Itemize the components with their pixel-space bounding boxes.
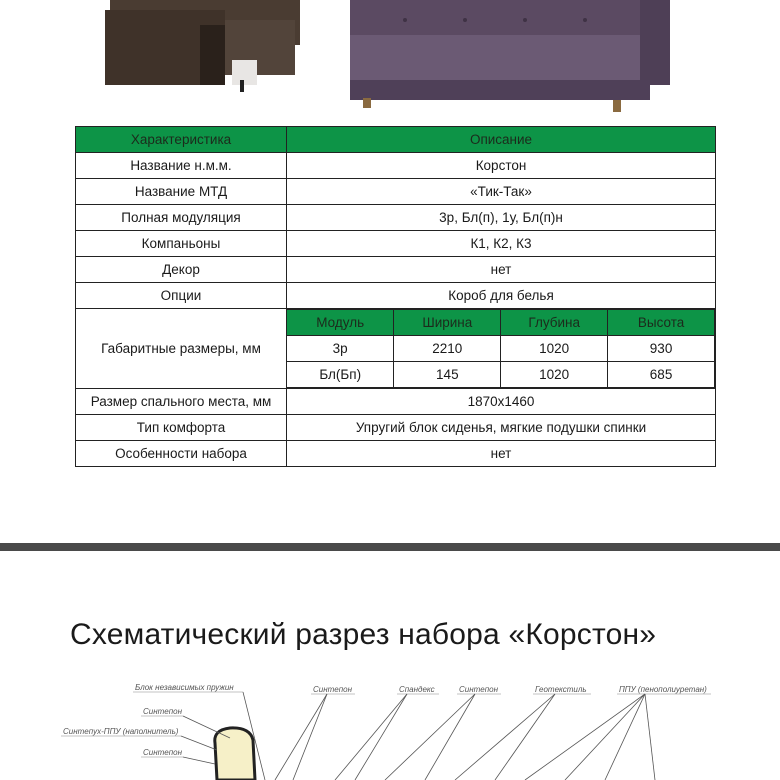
- pointer-line: [275, 694, 327, 780]
- pointer-line: [645, 694, 655, 780]
- sofa-photo-right: [345, 0, 675, 115]
- label-sintepon-left: Синтепон: [143, 748, 182, 757]
- dimensions-data-row: [287, 336, 715, 362]
- sofa-photo-left: [100, 0, 315, 100]
- section-title: Схематический разрез набора «Корстон»: [70, 618, 657, 651]
- dim-cell: 1020: [501, 362, 608, 388]
- pointer-line: [335, 694, 407, 780]
- pointer-line: [181, 736, 217, 750]
- cushion-shape: [215, 728, 255, 780]
- row-value: 1870х1460: [287, 389, 716, 415]
- header-characteristic: Характеристика: [76, 127, 287, 153]
- dim-col-module: Модуль: [287, 310, 394, 336]
- label-spandex: Спандекс: [399, 685, 435, 694]
- dim-col-depth: Глубина: [501, 310, 608, 336]
- table-row: [76, 205, 716, 231]
- label-ppu: ППУ (пенополиуретан): [619, 685, 707, 694]
- row-label: Название МТД: [76, 179, 287, 205]
- table-row: [76, 441, 716, 467]
- pointer-line: [565, 694, 645, 780]
- section-divider: [0, 543, 780, 551]
- label-sintepon-1: Синтепон: [313, 685, 352, 694]
- dim-cell: 930: [608, 336, 715, 362]
- row-value: Корстон: [287, 153, 716, 179]
- row-value: нет: [287, 441, 716, 467]
- cross-section-diagram: [55, 678, 735, 780]
- table-header-row: [76, 127, 716, 153]
- row-value: Короб для белья: [287, 283, 716, 309]
- label-sintepon-top: Синтепон: [143, 707, 182, 716]
- row-value: К1, К2, К3: [287, 231, 716, 257]
- row-label: Опции: [76, 283, 287, 309]
- pointer-line: [495, 694, 555, 780]
- header-description: Описание: [287, 127, 716, 153]
- label-springs: Блок независимых пружин: [135, 683, 234, 692]
- dimensions-header-row: [287, 310, 715, 336]
- dim-cell: 3р: [287, 336, 394, 362]
- row-label: Компаньоны: [76, 231, 287, 257]
- table-row: [76, 415, 716, 441]
- dim-cell: 145: [394, 362, 501, 388]
- dim-col-height: Высота: [608, 310, 715, 336]
- row-value: «Тик-Так»: [287, 179, 716, 205]
- row-value: Упругий блок сиденья, мягкие подушки спинки: [287, 415, 716, 441]
- dimensions-row: [76, 309, 716, 389]
- row-value: 3р, Бл(п), 1у, Бл(п)н: [287, 205, 716, 231]
- row-label: Размер спального места, мм: [76, 389, 287, 415]
- label-geotextile: Геотекстиль: [535, 685, 587, 694]
- table-row: [76, 153, 716, 179]
- dimensions-label: Габаритные размеры, мм: [76, 309, 287, 389]
- dim-col-width: Ширина: [394, 310, 501, 336]
- dimensions-data-row: [287, 362, 715, 388]
- specifications-table: [75, 126, 716, 467]
- pointer-line: [293, 694, 327, 780]
- row-label: Полная модуляция: [76, 205, 287, 231]
- pointer-line: [385, 694, 475, 780]
- row-label: Название н.м.м.: [76, 153, 287, 179]
- table-row: [76, 257, 716, 283]
- table-row: [76, 231, 716, 257]
- pointer-line: [605, 694, 645, 780]
- dim-cell: 685: [608, 362, 715, 388]
- row-value: нет: [287, 257, 716, 283]
- pointer-line: [355, 694, 407, 780]
- row-label: Декор: [76, 257, 287, 283]
- pointer-line: [425, 694, 475, 780]
- dimensions-subtable-cell: [287, 309, 716, 389]
- row-label: Тип комфорта: [76, 415, 287, 441]
- pointer-line: [455, 694, 555, 780]
- pointer-line: [183, 716, 230, 738]
- table-row: [76, 389, 716, 415]
- row-label: Особенности набора: [76, 441, 287, 467]
- table-row: [76, 283, 716, 309]
- table-row: [76, 179, 716, 205]
- dimensions-subtable: [287, 309, 715, 388]
- label-sintepon-2: Синтепон: [459, 685, 498, 694]
- label-sintepon-ppu: Синтепух-ППУ (наполнитель): [63, 727, 179, 736]
- pointer-line: [183, 757, 215, 764]
- pointer-line: [525, 694, 645, 780]
- dim-cell: Бл(Бп): [287, 362, 394, 388]
- dim-cell: 1020: [501, 336, 608, 362]
- dim-cell: 2210: [394, 336, 501, 362]
